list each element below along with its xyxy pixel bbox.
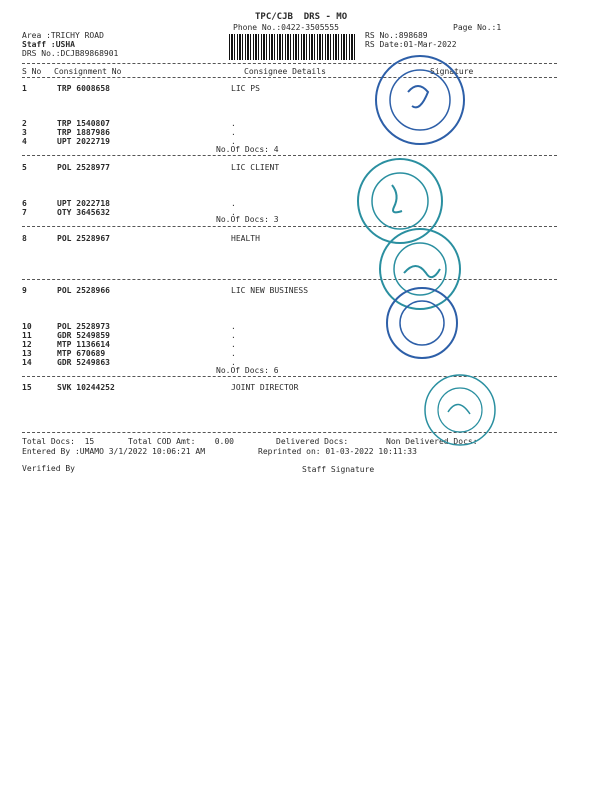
staff-label: Staff :USHA [22, 40, 75, 49]
divider [22, 155, 557, 156]
entered-by: Entered By :UMAMO 3/1/2022 10:06:21 AM [22, 447, 206, 456]
row-consignment: TRP 1887986 [57, 128, 110, 137]
row-consignment: TRP 1540807 [57, 119, 110, 128]
divider [22, 63, 557, 64]
row-sno: 5 [22, 163, 27, 172]
row-consignee: . [231, 349, 236, 358]
group-doc-count: No.Of Docs: 3 [216, 215, 279, 224]
row-consignment: POL 2528967 [57, 234, 110, 243]
seal-stamp [380, 285, 466, 363]
row-consignee: . [231, 331, 236, 340]
row-sno: 6 [22, 199, 27, 208]
row-consignment: UPT 2022718 [57, 199, 110, 208]
row-sno: 13 [22, 349, 32, 358]
row-consignee: JOINT DIRECTOR [231, 383, 299, 392]
reprinted-on: Reprinted on: 01-03-2022 10:11:33 [258, 447, 417, 456]
seal-stamp [370, 52, 470, 148]
row-sno: 1 [22, 84, 27, 93]
barcode [229, 34, 357, 60]
row-consignment: POL 2528966 [57, 286, 110, 295]
row-sno: 14 [22, 358, 32, 367]
row-sno: 7 [22, 208, 27, 217]
row-sno: 8 [22, 234, 27, 243]
seal-stamp [420, 370, 500, 450]
row-consignment: OTY 3645632 [57, 208, 110, 217]
column-header-signature: Signature [430, 67, 474, 76]
page-number: Page No.:1 [453, 23, 502, 32]
row-consignment: SVK 10244252 [57, 383, 115, 392]
row-consignee: LIC PS [231, 84, 260, 93]
row-consignee: . [231, 128, 236, 137]
verified-by: Verified By [22, 464, 75, 473]
row-consignee: . [231, 137, 236, 146]
row-sno: 15 [22, 383, 32, 392]
row-consignee: LIC CLIENT [231, 163, 280, 172]
area-label: Area :TRICHY ROAD [22, 31, 104, 40]
phone-number: Phone No.:0422-3505555 [233, 23, 339, 32]
row-consignee: . [231, 340, 236, 349]
column-header-consignment: Consignment No [54, 67, 122, 76]
row-consignee: . [231, 119, 236, 128]
row-sno: 3 [22, 128, 27, 137]
row-sno: 12 [22, 340, 32, 349]
row-consignee: . [231, 199, 236, 208]
row-sno: 11 [22, 331, 32, 340]
delivered-docs: Delivered Docs: [276, 437, 349, 446]
row-consignee: HEALTH [231, 234, 260, 243]
row-consignment: GDR 5249863 [57, 358, 110, 367]
total-docs: Total Docs: 15 [22, 437, 95, 446]
row-consignment: GDR 5249859 [57, 331, 110, 340]
rs-date: RS Date:01-Mar-2022 [365, 40, 457, 49]
drs-number: DRS No.:DCJB89868901 [22, 49, 119, 58]
report-title: TPC/CJB DRS - MO [255, 12, 348, 22]
row-consignment: POL 2528977 [57, 163, 110, 172]
row-consignment: TRP 6008658 [57, 84, 110, 93]
column-header-sno: S No [22, 67, 42, 76]
row-sno: 9 [22, 286, 27, 295]
row-consignment: POL 2528973 [57, 322, 110, 331]
row-consignee: . [231, 322, 236, 331]
group-doc-count: No.Of Docs: 6 [216, 366, 279, 375]
row-consignee: . [231, 208, 236, 217]
row-sno: 4 [22, 137, 27, 146]
rs-number: RS No.:898689 [365, 31, 428, 40]
staff-signature: Staff Signature [302, 465, 375, 474]
row-consignee: LIC NEW BUSINESS [231, 286, 309, 295]
divider [22, 77, 557, 78]
row-consignment: MTP 1136614 [57, 340, 110, 349]
total-cod-amount: Total COD Amt: 0.00 [128, 437, 234, 446]
divider [22, 279, 557, 280]
row-consignment: UPT 2022719 [57, 137, 110, 146]
row-consignment: MTP 670689 [57, 349, 106, 358]
row-sno: 10 [22, 322, 32, 331]
row-sno: 2 [22, 119, 27, 128]
non-delivered-docs: Non Delivered Docs: [386, 437, 478, 446]
group-doc-count: No.Of Docs: 4 [216, 145, 279, 154]
row-consignee: . [231, 358, 236, 367]
column-header-consignee: Consignee Details [244, 67, 326, 76]
divider [22, 226, 557, 227]
